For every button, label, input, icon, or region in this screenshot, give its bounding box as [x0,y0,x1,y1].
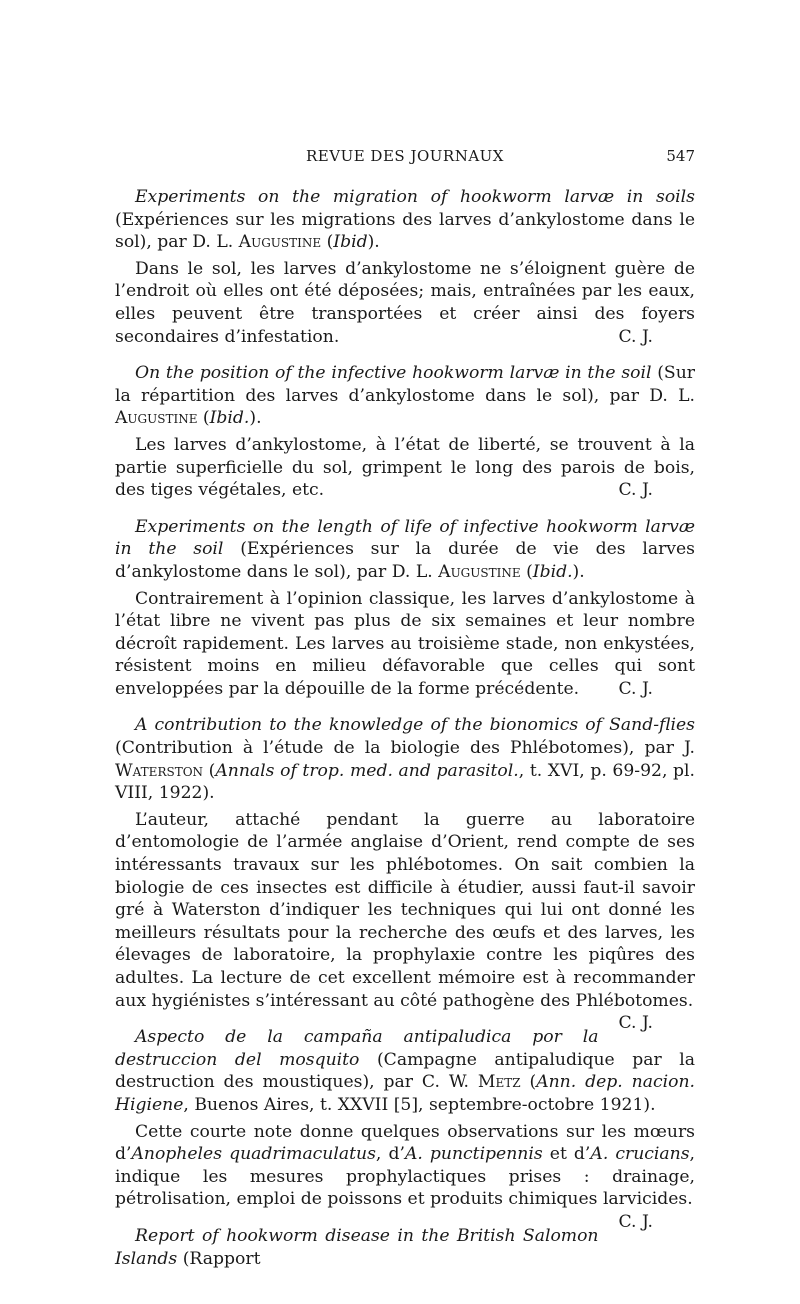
entry-citation-text: (Contribution à l’étude de la biologie des Phlébotomes), par J. [115,738,695,759]
entry-citation [115,1026,695,1116]
species-name: A. punctipennis [404,1144,543,1165]
entry-summary [115,588,695,701]
species-name: Anopheles quadrimaculatus [131,1144,376,1165]
entry-title: On the position of the infective hookworm larvæ in the soil [135,363,652,384]
entry-source-close: ). [367,232,380,253]
entry-signature: C. J. [618,326,653,347]
review-entry [115,1026,696,1232]
entry-source: Ibid. [532,561,573,582]
entry-source-close: , t. XVI, p. 69-92, pl. VIII, 1922). [115,760,696,804]
entry-citation-text: (Sur la répartition des larves d’ankylostome dans le sol), par D. L. [115,363,695,406]
entry-source-close: , Buenos Aires, t. XXVII [5], septembre-octobre 1921). [183,1094,656,1115]
entry-citation [115,186,695,254]
entry-source-open: ( [197,408,210,429]
entry-source-close: ). [249,408,262,429]
entry-citation-text: (Expériences sur la durée de vie des larves d’ankylostome dans le sol), par D. L. [115,539,695,582]
entry-signature: C. J. [618,678,653,699]
entry-author: Waterston [115,760,204,781]
entry-summary [115,258,695,348]
entry-citation [115,362,695,430]
entry-summary [115,809,695,1034]
entry-signature: C. J. [618,1211,653,1232]
entry-author: Augustine [238,232,322,253]
species-name: A. crucians [590,1144,690,1165]
entry-citation [115,516,695,584]
entry-title: Aspecto de la campaña antipaludica por la destruccion del mosquito [115,1027,599,1070]
entry-source-open: ( [520,1072,537,1093]
entry-citation-text: (Expériences sur les migrations des larves d’ankylostome dans le sol), par D. L. [115,209,695,253]
entry-source: Ann. dep. nacion. Higiene [115,1072,696,1115]
review-entry [115,186,695,348]
entry-summary-text: , d’ [375,1144,405,1165]
entry-summary-text: L’auteur, attaché pendant la guerre au laboratoire d’entomologie de l’armée anglaise d’Orient, rend compte de ses intéressants travaux sur les phlébotomes. On sait combien la biologie de ces insectes est difficile à étudier, aussi faut-il savoir gré à Waterston d’indiquer les techniques qui lui ont donné les meilleurs résultats pour la recherche des œufs et des larves, les élevages de laboratoire, la prophylaxie contre les piqûres des adultes. La lecture de cet excellent mémoire est à recommander aux hygiénistes s’intéressant au côté pathogène des Phlébotomes. [115,809,695,1011]
entry-source: Ibid [333,232,368,253]
entry-summary [115,1121,695,1232]
entry-source-open: ( [203,760,216,781]
entry-source: Ibid. [209,408,250,429]
entry-author: Augustine [115,408,198,429]
entry-summary-text: Cette courte note donne quelques observations sur les mœurs d’ [115,1121,695,1165]
page-number: 547 [666,147,695,165]
entry-title: Report of hookworm disease in the British Salomon Islands [115,1225,599,1269]
entry-summary-text: et d’ [542,1144,591,1165]
review-entry [115,714,696,1034]
entry-summary-text: Les larves d’ankylostome, à l’état de liberté, se trouvent à la partie superficielle du sol, grimpent le long des parois de bois, des tiges végétales, etc. [115,434,695,501]
entry-title: Experiments on the migration of hookworm larvæ in soils [135,187,695,207]
entry-source-close: ). [572,561,585,582]
entry-summary-text: , indique les mesures prophylactiques prises : drainage, pétrolisation, emploi de poissons et produits chimiques larvicides. [115,1144,695,1210]
review-entry [115,362,695,502]
entry-source-open: ( [321,232,334,253]
entry-author: Metz [477,1072,521,1093]
review-entry [115,516,695,701]
entry-citation [115,714,695,804]
entry-summary-text: Dans le sol, les larves d’ankylostome ne s’éloignent guère de l’endroit où elles ont été déposées; mais, entraînées par les eaux, elles peuvent être transportées et créer ainsi des foyers secondaires d’infestation. [115,258,695,347]
entry-title: Experiments on the length of life of infective hookworm larvæ in the soil [115,516,695,560]
review-entries [115,186,695,1284]
entry-source: Annals of trop. med. and parasitol. [215,760,519,781]
entry-title: A contribution to the knowledge of the bionomics of Sand-flies [135,715,695,736]
entry-signature: C. J. [618,480,653,501]
entry-source-open: ( [520,561,533,582]
entry-citation-text: (Rapport [177,1248,261,1269]
entry-signature: C. J. [618,1013,653,1034]
running-title: REVUE DES JOURNAUX [306,147,504,165]
entry-summary [115,434,695,502]
entry-summary-text: Contrairement à l’opinion classique, les larves d’ankylostome à l’état libre ne vivent pas plus de six semaines et leur nombre décroît rapidement. Les larves au troisième stade, non enkystées, résistent moins en milieu défavorable que celles qui sont enveloppées par la dépouille de la forme précédente. [115,588,695,699]
running-head [115,147,695,171]
entry-citation-text: (Campagne antipaludique par la destruction des moustiques), par C. W. [115,1049,695,1093]
entry-author: Augustine [438,561,521,582]
